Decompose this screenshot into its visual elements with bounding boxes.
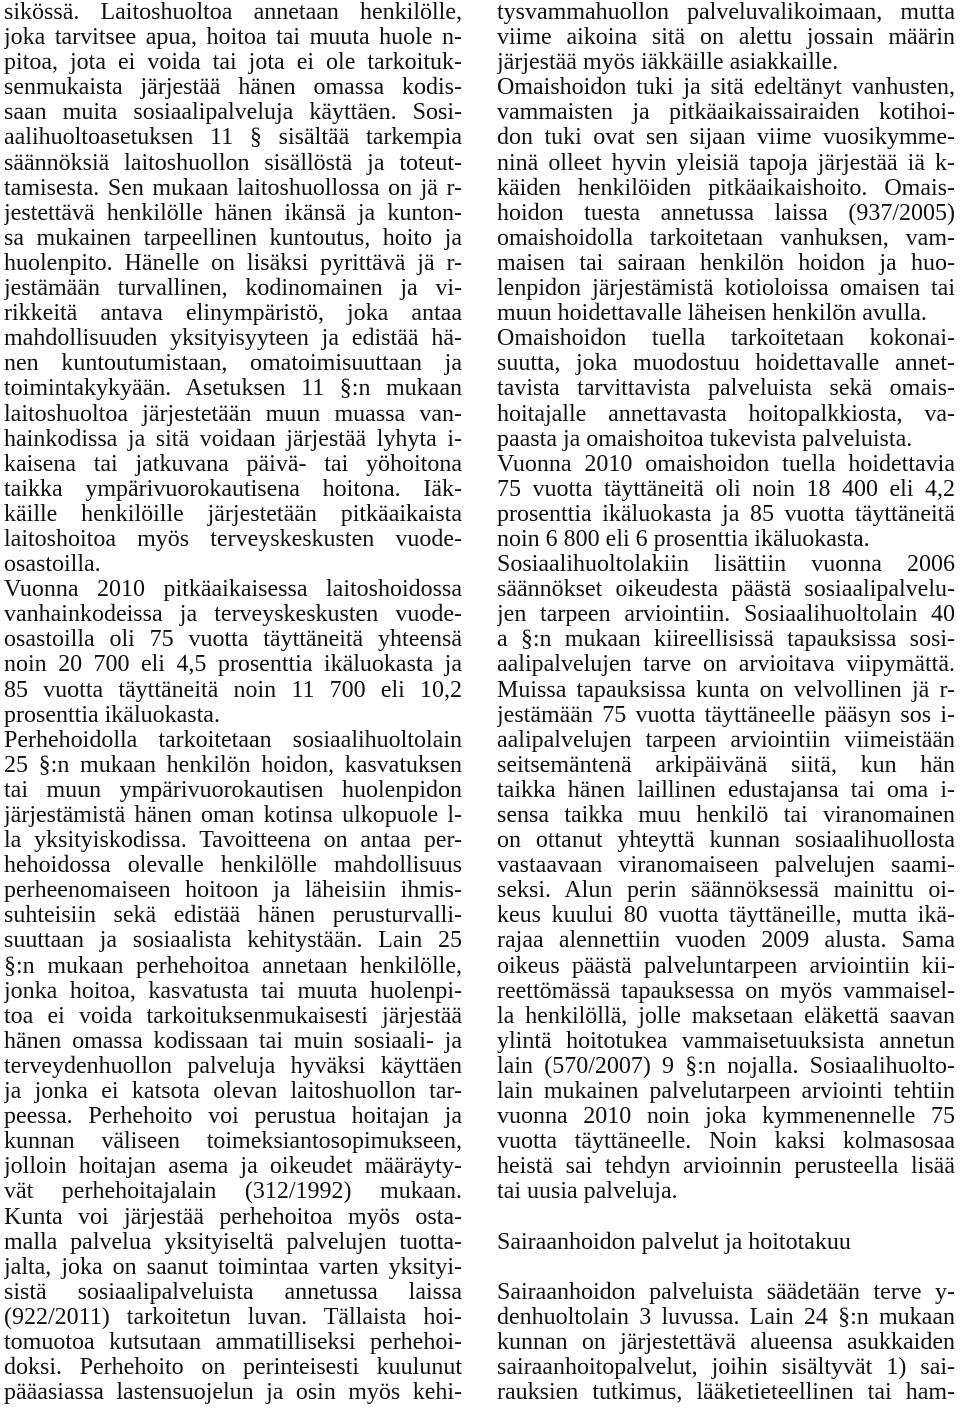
text-line: rajaa alennettiin vuoden 2009 alusta. Sama bbox=[497, 928, 955, 954]
text-line: rauksien tutkimus, lääketieteellinen tai ham- bbox=[497, 1380, 955, 1406]
section-heading: Sairaanhoidon palvelut ja hoitotakuu bbox=[497, 1229, 851, 1255]
text-line: nen kuntoutumistaan, omatoimisuuttaan ja bbox=[4, 351, 462, 377]
text-line: viime aikoina sitä on alettu jossain määrin bbox=[497, 25, 955, 51]
text-line: hoitajalle annettavasta hoitopalkkiosta, va- bbox=[497, 401, 955, 427]
text-line: vammaisten ja pitkäaikaissairaiden kotihoi- bbox=[497, 100, 955, 126]
paragraph bbox=[4, 728, 462, 1406]
left-column-text bbox=[4, 0, 462, 1405]
text-line: vuonna 2010 noin joka kymmenennelle 75 bbox=[497, 1104, 955, 1130]
text-line: 85 vuotta täyttäneitä noin 11 700 eli 10,2 bbox=[4, 677, 462, 703]
text-line: jestämään turvallinen, kodinomainen ja vi- bbox=[4, 276, 462, 302]
text-line: rikkeitä antava elinympäristö, joka antaa bbox=[4, 301, 462, 327]
text-line: vät perhehoitajalain (312/1992) mukaan. bbox=[4, 1179, 462, 1205]
paragraph bbox=[4, 0, 462, 577]
text-line: aalipalvelujen tarpeen arviointiin viimeistään bbox=[497, 727, 955, 753]
paragraph bbox=[497, 0, 955, 75]
text-line: Sairaanhoidon palveluista säädetään terve y- bbox=[497, 1279, 955, 1305]
text-line: denhuoltolain 3 luvussa. Lain 24 §:n mukaan bbox=[497, 1304, 955, 1330]
text-line: laitoshuoltoa järjestetään muun muassa van- bbox=[4, 401, 462, 427]
text-line: mahdollisuuden yksityisyyteen ja edistää hä- bbox=[4, 326, 462, 352]
text-line: lenpidon järjestämistä kotioloissa omaisen tai bbox=[497, 276, 955, 302]
text-line: sistä sosiaalipalveluista annetussa laissa bbox=[4, 1279, 462, 1305]
text-line: la yksityiskodissa. Tavoitteena on antaa per- bbox=[4, 828, 462, 854]
text-line: la henkilöllä, jolle maksetaan eläkettä saavan bbox=[497, 1003, 955, 1029]
text-line: noin 6 800 eli 6 prosenttia ikäluokasta. bbox=[497, 526, 870, 552]
text-line: suutta, joka muodostuu hoidettavalle annet- bbox=[497, 351, 955, 377]
text-line: jen tarpeen arviointiin. Sosiaalihuoltolain 40 bbox=[497, 602, 955, 628]
text-line: keus kuului 80 vuotta täyttäneille, mutta ikä- bbox=[497, 903, 955, 929]
text-line: sensa taikka muu henkilö tai viranomainen bbox=[497, 803, 955, 828]
text-line: jalta, joka on saanut toimintaa varten yksityi- bbox=[4, 1254, 462, 1280]
text-line: järjestämistä hänen oman kotinsa ulkopuole l- bbox=[4, 803, 462, 828]
section-text bbox=[497, 1280, 955, 1405]
text-line: pitoa, jota ei voida tai jota ei ole tarkoituk- bbox=[4, 50, 462, 76]
text-line: suhteisiin sekä edistää hänen perusturvalli- bbox=[4, 903, 462, 929]
text-line: prosenttia ikäluokasta. bbox=[4, 702, 220, 728]
left-column bbox=[4, 0, 462, 1405]
text-line: tomuotoa kutsutaan ammatilliseksi perhehoi- bbox=[4, 1329, 462, 1355]
text-line: peessa. Perhehoito voi perustua hoitajan ja bbox=[4, 1104, 462, 1130]
paragraph bbox=[4, 577, 462, 728]
text-line: seksi. Alun perin säännöksessä mainittu oi- bbox=[497, 878, 955, 904]
text-line: tamisesta. Sen mukaan laitoshuollossa on jä r- bbox=[4, 175, 462, 201]
text-line: kaisena tai jatkuvana päivä- tai yöhoitona bbox=[4, 451, 462, 477]
text-line: jestettävä henkilölle hänen ikänsä ja kunton- bbox=[4, 200, 462, 226]
text-line: doksi. Perhehoito on perinteisesti kuulunut bbox=[4, 1355, 462, 1381]
text-line: oikeus päästä palveluntarpeen arviointiin kii- bbox=[497, 953, 955, 979]
text-line: saan muita sosiaalipalveluja käyttäen. Sosi- bbox=[4, 100, 462, 126]
text-line: sa mukainen tarpeellinen kuntoutus, hoito ja bbox=[4, 225, 462, 251]
text-line: seitsemäntenä arkipäivänä siitä, kun hän bbox=[497, 752, 955, 778]
text-line: Omaishoidon tuella tarkoitetaan kokonai- bbox=[497, 326, 955, 352]
text-line: sairaanhoitopalvelut, joihin sisältyvät 1) sai- bbox=[497, 1355, 955, 1381]
text-line: taikka hänen laillinen edustajansa tai oma i- bbox=[497, 777, 955, 803]
text-line: tysvammahuollon palveluvalikoimaan, mutta bbox=[497, 0, 955, 25]
text-line: vanhainkodeissa ja terveyskeskusten vuode- bbox=[4, 602, 462, 628]
text-line: omaishoidolla tarkoitetaan vanhuksen, vam- bbox=[497, 225, 955, 251]
paragraph bbox=[497, 75, 955, 326]
text-line: ylintä hoitotukea vammaisetuuksista annetun bbox=[497, 1028, 955, 1054]
text-line: prosenttia ikäluokasta ja 85 vuotta täyttäneitä bbox=[497, 501, 955, 527]
text-line: reettömässä tapauksessa on myös vammaisel- bbox=[497, 978, 955, 1004]
text-line: toa ei voida tarkoituksenmukaisesti järjestää bbox=[4, 1003, 462, 1029]
text-line: paasta ja omaishoitoa tukevista palveluista. bbox=[497, 426, 913, 452]
paragraph bbox=[497, 326, 955, 451]
text-line: jolloin hoitajan asema ja oikeudet määräyty- bbox=[4, 1154, 462, 1180]
text-line: hainkodissa ja sitä voidaan järjestää lyhyta i- bbox=[4, 426, 462, 452]
text-line: ja jonka ei katsota olevan laitoshuollon tar- bbox=[4, 1079, 462, 1105]
text-line: toimintakykyään. Asetuksen 11 §:n mukaan bbox=[4, 376, 462, 402]
text-line: a §:n mukaan kiireellisissä tapauksissa sosi- bbox=[497, 627, 955, 653]
text-line: tai uusia palveluja. bbox=[497, 1179, 678, 1205]
text-line: osastoilla oli 75 vuotta täyttäneitä yhteensä bbox=[4, 627, 462, 653]
text-line: Vuonna 2010 omaishoidon tuella hoidettavia bbox=[497, 451, 955, 477]
text-line: taikka ympärivuorokautisena hoitona. Iäk- bbox=[4, 476, 462, 502]
text-line: hehoidossa olevalle henkilölle mahdollisuus bbox=[4, 853, 462, 879]
text-line: käille henkilöille järjestetään pitkäaikaista bbox=[4, 501, 462, 527]
text-line: on ottanut yhteyttä kunnan sosiaalihuollosta bbox=[497, 828, 955, 854]
right-column bbox=[497, 0, 955, 1405]
text-line: heistä sai tehdyn arvioinnin perusteella lisää bbox=[497, 1154, 955, 1180]
text-line: 75 vuotta täyttäneitä oli noin 18 400 eli 4,2 bbox=[497, 476, 955, 502]
text-line: jestämään 75 vuotta täyttäneelle pääsyn sos i- bbox=[497, 702, 955, 728]
paragraph bbox=[497, 552, 955, 1204]
text-line: joka tarvitsee apua, hoitoa tai muuta huole n- bbox=[4, 25, 462, 51]
text-line: kunnan on järjestettävä alueensa asukkaiden bbox=[497, 1329, 955, 1355]
text-line: Sosiaalihuoltolakiin lisättiin vuonna 2006 bbox=[497, 552, 955, 578]
text-line: maisen tai sairaan henkilön hoidon ja huo- bbox=[497, 250, 955, 276]
text-line: muun hoidettavalle läheisen henkilön avulla. bbox=[497, 301, 927, 327]
text-line: käiden henkilöiden pitkäaikaishoito. Omais- bbox=[497, 175, 955, 201]
text-line: laitoshoitoa myös terveyskeskusten vuode- bbox=[4, 526, 462, 552]
text-line: aalihuoltoasetuksen 11 § sisältää tarkempia bbox=[4, 125, 462, 151]
text-line: don tuki ovat sen sijaan viime vuosikymme- bbox=[497, 125, 955, 151]
text-line: senmukaista järjestää hänen omassa kodis- bbox=[4, 75, 462, 101]
text-line: tai muun ympärivuorokautisen huolenpidon bbox=[4, 777, 462, 803]
text-line: suuttaan ja sosiaalista kehitystään. Lain 25 bbox=[4, 928, 462, 954]
text-line: pääasiassa lastensuojelun ja osin myös kehi- bbox=[4, 1380, 462, 1406]
text-line: vuotta täyttäneelle. Noin kaksi kolmasosaa bbox=[497, 1129, 955, 1155]
text-line: Vuonna 2010 pitkäaikaisessa laitoshoidossa bbox=[4, 577, 462, 603]
text-line: vastaavaan viranomaiseen palvelujen saami- bbox=[497, 853, 955, 879]
text-line: sikössä. Laitoshuoltoa annetaan henkilölle, bbox=[4, 0, 462, 25]
text-line: osastoilla. bbox=[4, 552, 101, 578]
text-line: lain mukainen palvelutarpeen arviointi tehtiin bbox=[497, 1079, 955, 1105]
text-line: säännöksiä laitoshuollon sisällöstä ja toteut- bbox=[4, 150, 462, 176]
text-line: Muissa tapauksissa kunta on velvollinen jä r- bbox=[497, 677, 955, 703]
text-line: säännökset oikeudesta päästä sosiaalipalvelu- bbox=[497, 577, 955, 603]
text-line: tavista tarvittavista palveluista sekä omais- bbox=[497, 376, 955, 402]
text-line: malla palvelua yksityiseltä palvelujen tuotta- bbox=[4, 1229, 462, 1255]
right-column-text bbox=[497, 0, 955, 1205]
text-line: jonka hoitoa, kasvatusta tai muuta huolenpi- bbox=[4, 978, 462, 1004]
text-line: §:n mukaan perhehoitoa annetaan henkilölle, bbox=[4, 953, 462, 979]
text-line: 25 §:n mukaan henkilön hoidon, kasvatuksen bbox=[4, 752, 462, 778]
text-line: Kunta voi järjestää perhehoitoa myös osta- bbox=[4, 1204, 462, 1230]
text-line: lain (570/2007) 9 §:n nojalla. Sosiaalihuolto- bbox=[497, 1053, 955, 1079]
text-line: (922/2011) tarkoitetun luvan. Tällaista hoi- bbox=[4, 1304, 462, 1330]
text-line: ninä olleet hyvin yleisiä tapoja järjestää iä k- bbox=[497, 150, 955, 176]
text-line: huolenpito. Hänelle on lisäksi pyrittävä jä r- bbox=[4, 250, 462, 276]
text-line: noin 20 700 eli 4,5 prosenttia ikäluokasta ja bbox=[4, 652, 462, 678]
text-line: Perhehoidolla tarkoitetaan sosiaalihuoltolain bbox=[4, 727, 462, 753]
paragraph bbox=[497, 452, 955, 552]
text-line: perheenomaiseen hoitoon ja läheisiin ihmis- bbox=[4, 878, 462, 904]
text-line: hoidon tuesta annetussa laissa (937/2005) bbox=[497, 200, 955, 226]
text-line: Omaishoidon tuki ja sitä edeltänyt vanhusten, bbox=[497, 75, 955, 101]
text-line: aalipalvelujen tarve on arvioitava viipymättä. bbox=[497, 652, 955, 678]
text-line: terveydenhuollon palveluja hyväksi käyttäen bbox=[4, 1053, 462, 1079]
paragraph bbox=[497, 1280, 955, 1405]
text-line: kunnan väliseen toimeksiantosopimukseen, bbox=[4, 1129, 462, 1155]
text-line: hänen omassa kodissaan tai muin sosiaali- ja bbox=[4, 1028, 462, 1054]
text-line: järjestää myös iäkkäille asiakkaille. bbox=[497, 50, 839, 76]
